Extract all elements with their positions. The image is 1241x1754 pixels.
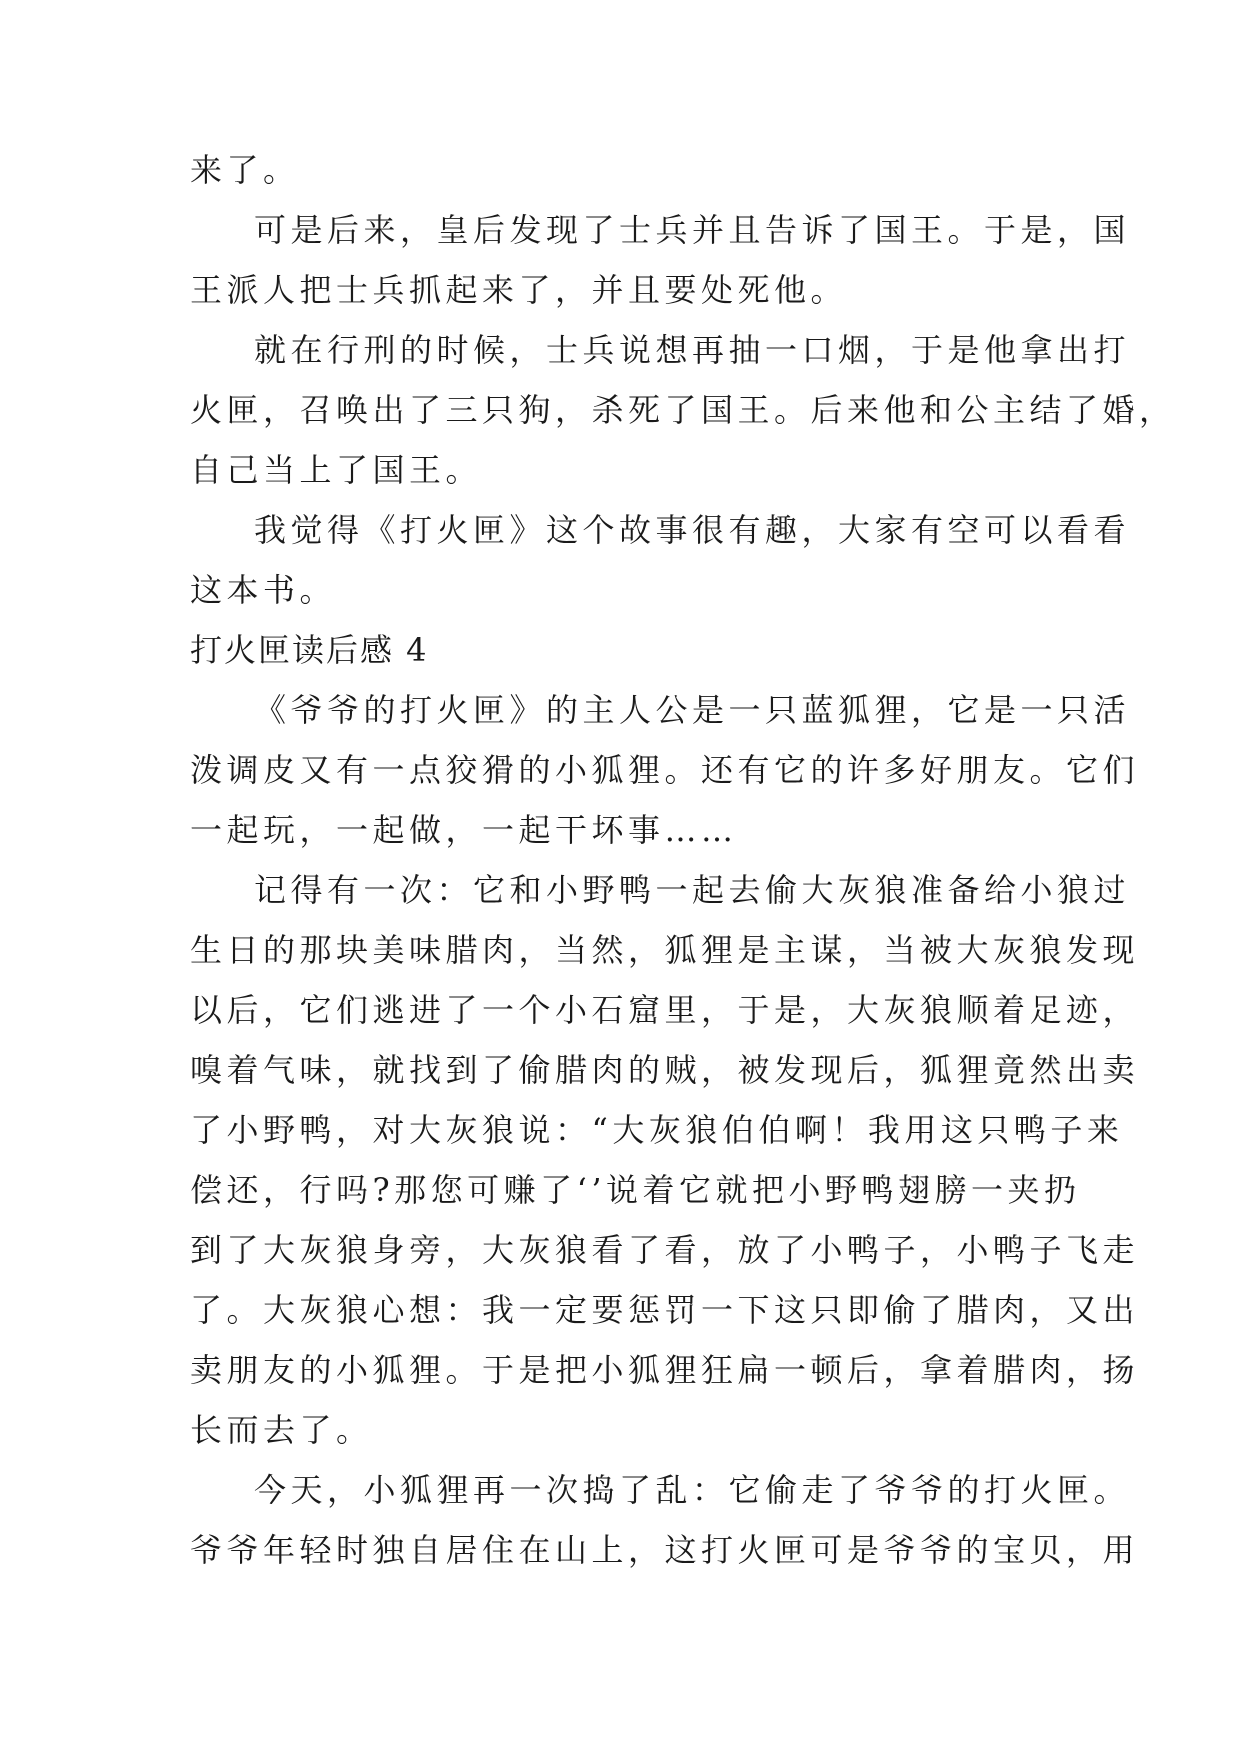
paragraph-line: 可是后来，皇后发现了士兵并且告诉了国王。于是，国 (254, 211, 1131, 249)
paragraph-line: 嗅着气味，就找到了偷腊肉的贼，被发现后，狐狸竟然出卖 (190, 1051, 1140, 1089)
paragraph-line: 到了大灰狼身旁，大灰狼看了看，放了小鸭子，小鸭子飞走 (190, 1231, 1140, 1269)
paragraph-line: 长而去了。 (190, 1411, 373, 1449)
paragraph-line: 爷爷年轻时独自居住在山上，这打火匣可是爷爷的宝贝，用 (190, 1531, 1140, 1569)
paragraph-line: 今天，小狐狸再一次捣了乱：它偷走了爷爷的打火匣。 (254, 1471, 1131, 1509)
paragraph-line: 泼调皮又有一点狡猾的小狐狸。还有它的许多好朋友。它们 (190, 751, 1140, 789)
paragraph-line: 王派人把士兵抓起来了，并且要处死他。 (190, 271, 848, 309)
paragraph-line: 生日的那块美味腊肉，当然，狐狸是主谋，当被大灰狼发现 (190, 931, 1140, 969)
paragraph-line: 我觉得《打火匣》这个故事很有趣，大家有空可以看看 (254, 511, 1131, 549)
paragraph-line: 《爷爷的打火匣》的主人公是一只蓝狐狸，它是一只活 (254, 691, 1131, 729)
document-body (190, 151, 1176, 1569)
paragraph-line: 偿还，行吗?那您可赚了‘’说着它就把小野鸭翅膀一夹扔 (190, 1171, 1081, 1209)
paragraph-line: 自己当上了国王。 (190, 451, 483, 489)
paragraph-line: 卖朋友的小狐狸。于是把小狐狸狂扁一顿后，拿着腊肉，扬 (190, 1351, 1140, 1389)
paragraph-line: 这本书。 (190, 571, 337, 609)
paragraph-line: 一起玩，一起做，一起干坏事…… (190, 811, 738, 849)
paragraph-line: 就在行刑的时候，士兵说想再抽一口烟，于是他拿出打 (254, 331, 1131, 369)
paragraph-line: 了。大灰狼心想：我一定要惩罚一下这只即偷了腊肉，又出 (190, 1291, 1140, 1329)
paragraph-line: 来了。 (190, 151, 300, 189)
section-heading: 打火匣读后感 4 (190, 631, 429, 669)
paragraph-line: 以后，它们逃进了一个小石窟里，于是，大灰狼顺着足迹， (190, 991, 1140, 1029)
paragraph-line: 记得有一次：它和小野鸭一起去偷大灰狼准备给小狼过 (254, 871, 1131, 909)
paragraph-line: 火匣，召唤出了三只狗，杀死了国王。后来他和公主结了婚， (190, 391, 1176, 429)
paragraph-line: 了小野鸭，对大灰狼说：“大灰狼伯伯啊！我用这只鸭子来 (190, 1111, 1124, 1149)
